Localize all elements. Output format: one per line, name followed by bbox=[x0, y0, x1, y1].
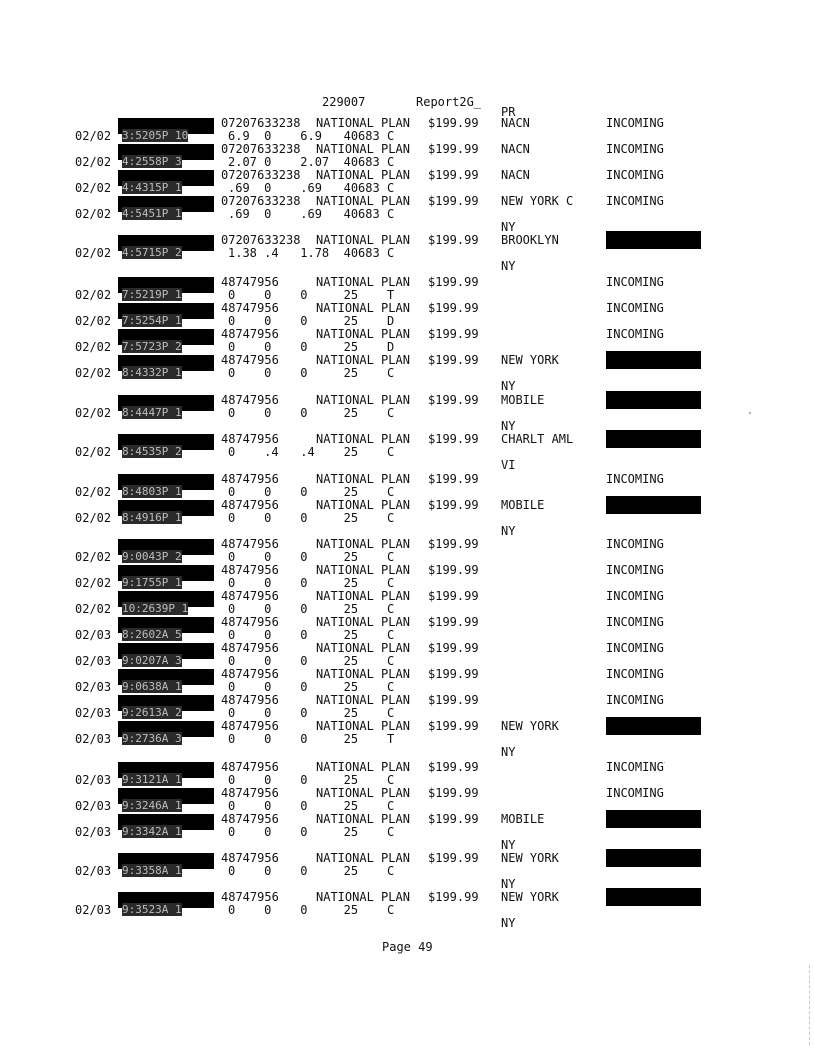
plan-name: NATIONAL PLAN bbox=[316, 812, 410, 826]
call-location: NEW YORK bbox=[501, 890, 559, 904]
usage-values: 0 0 0 25 C bbox=[228, 799, 395, 813]
plan-amount: $199.99 bbox=[428, 537, 479, 551]
call-direction: INCOMING bbox=[606, 615, 664, 629]
plan-amount: $199.99 bbox=[428, 851, 479, 865]
call-location: NACN bbox=[501, 168, 530, 182]
call-time: 8:4332P 1 bbox=[122, 366, 182, 379]
call-date: 02/02 bbox=[75, 155, 112, 169]
plan-amount: $199.99 bbox=[428, 812, 479, 826]
call-location: BROOKLYN bbox=[501, 233, 559, 247]
plan-name: NATIONAL PLAN bbox=[316, 890, 410, 904]
call-time: 4:2558P 3 bbox=[122, 155, 182, 168]
location-state: NY bbox=[501, 877, 516, 891]
call-date: 02/02 bbox=[75, 340, 112, 354]
account-number: 48747956 bbox=[221, 537, 279, 551]
call-date: 02/03 bbox=[75, 732, 112, 746]
call-direction: INCOMING bbox=[606, 589, 664, 603]
report-name: Report2G_ bbox=[416, 95, 482, 109]
account-number: 48747956 bbox=[221, 498, 279, 512]
usage-values: 0 0 0 25 C bbox=[228, 602, 395, 616]
plan-amount: $199.99 bbox=[428, 719, 479, 733]
call-time: 9:2613A 2 bbox=[122, 706, 182, 719]
redaction-bar bbox=[606, 231, 701, 249]
call-time: 7:5254P 1 bbox=[122, 314, 182, 327]
plan-name: NATIONAL PLAN bbox=[316, 168, 410, 182]
call-direction: INCOMING bbox=[606, 786, 664, 800]
plan-amount: $199.99 bbox=[428, 275, 479, 289]
call-time: 4:5451P 1 bbox=[122, 207, 182, 220]
call-date: 02/02 bbox=[75, 181, 112, 195]
plan-name: NATIONAL PLAN bbox=[316, 393, 410, 407]
call-time: 8:4803P 1 bbox=[122, 485, 182, 498]
call-date: 02/03 bbox=[75, 773, 112, 787]
plan-amount: $199.99 bbox=[428, 760, 479, 774]
call-time: 4:5715P 2 bbox=[122, 246, 182, 259]
usage-values: .69 0 .69 40683 C bbox=[228, 181, 395, 195]
account-number: 48747956 bbox=[221, 693, 279, 707]
call-time: 9:3523A 1 bbox=[122, 903, 182, 916]
call-time: 7:5219P 1 bbox=[122, 288, 182, 301]
usage-values: 0 0 0 25 T bbox=[228, 732, 395, 746]
call-time: 9:3121A 1 bbox=[122, 773, 182, 786]
call-direction: INCOMING bbox=[606, 760, 664, 774]
call-time: 4:4315P 1 bbox=[122, 181, 182, 194]
plan-name: NATIONAL PLAN bbox=[316, 275, 410, 289]
account-number: 48747956 bbox=[221, 812, 279, 826]
plan-amount: $199.99 bbox=[428, 233, 479, 247]
call-direction: INCOMING bbox=[606, 563, 664, 577]
redaction-bar bbox=[606, 391, 701, 409]
page-number: Page 49 bbox=[382, 940, 433, 954]
call-date: 02/03 bbox=[75, 864, 112, 878]
call-direction: INCOMING bbox=[606, 142, 664, 156]
call-date: 02/03 bbox=[75, 706, 112, 720]
plan-amount: $199.99 bbox=[428, 194, 479, 208]
account-number: 07207633238 bbox=[221, 194, 301, 208]
redaction-bar bbox=[606, 351, 701, 369]
call-time: 9:0043P 2 bbox=[122, 550, 182, 563]
call-date: 02/02 bbox=[75, 288, 112, 302]
redaction-bar bbox=[606, 717, 701, 735]
call-location: NACN bbox=[501, 116, 530, 130]
plan-name: NATIONAL PLAN bbox=[316, 760, 410, 774]
call-time: 10:2639P 1 bbox=[122, 602, 189, 615]
plan-amount: $199.99 bbox=[428, 667, 479, 681]
call-date: 02/02 bbox=[75, 406, 112, 420]
location-state: NY bbox=[501, 419, 516, 433]
call-time: 7:5723P 2 bbox=[122, 340, 182, 353]
plan-name: NATIONAL PLAN bbox=[316, 498, 410, 512]
redaction-bar bbox=[606, 496, 701, 514]
location-state: NY bbox=[501, 379, 516, 393]
usage-values: 0 0 0 25 C bbox=[228, 903, 395, 917]
plan-name: NATIONAL PLAN bbox=[316, 233, 410, 247]
plan-name: NATIONAL PLAN bbox=[316, 327, 410, 341]
plan-amount: $199.99 bbox=[428, 615, 479, 629]
plan-name: NATIONAL PLAN bbox=[316, 589, 410, 603]
plan-name: NATIONAL PLAN bbox=[316, 615, 410, 629]
location-state: VI bbox=[501, 458, 516, 472]
location-state: NY bbox=[501, 220, 516, 234]
account-number: 48747956 bbox=[221, 472, 279, 486]
account-number: 48747956 bbox=[221, 563, 279, 577]
call-direction: INCOMING bbox=[606, 116, 664, 130]
plan-name: NATIONAL PLAN bbox=[316, 786, 410, 800]
plan-name: NATIONAL PLAN bbox=[316, 432, 410, 446]
plan-amount: $199.99 bbox=[428, 472, 479, 486]
call-date: 02/03 bbox=[75, 903, 112, 917]
usage-values: 0 0 0 25 C bbox=[228, 628, 395, 642]
plan-amount: $199.99 bbox=[428, 116, 479, 130]
account-number: 48747956 bbox=[221, 393, 279, 407]
usage-values: 0 0 0 25 C bbox=[228, 550, 395, 564]
location-state: NY bbox=[501, 259, 516, 273]
account-number: 07207633238 bbox=[221, 142, 301, 156]
plan-name: NATIONAL PLAN bbox=[316, 719, 410, 733]
usage-values: 0 0 0 25 C bbox=[228, 576, 395, 590]
call-date: 02/03 bbox=[75, 799, 112, 813]
usage-values: 0 .4 .4 25 C bbox=[228, 445, 395, 459]
plan-amount: $199.99 bbox=[428, 393, 479, 407]
account-number: 48747956 bbox=[221, 353, 279, 367]
plan-amount: $199.99 bbox=[428, 693, 479, 707]
plan-amount: $199.99 bbox=[428, 786, 479, 800]
scan-speck bbox=[664, 762, 665, 763]
usage-values: 0 0 0 25 D bbox=[228, 340, 395, 354]
account-number: 48747956 bbox=[221, 589, 279, 603]
usage-values: 0 0 0 25 C bbox=[228, 706, 395, 720]
scan-speck bbox=[749, 412, 751, 414]
plan-name: NATIONAL PLAN bbox=[316, 641, 410, 655]
call-direction: INCOMING bbox=[606, 194, 664, 208]
usage-values: 0 0 0 25 C bbox=[228, 773, 395, 787]
call-location: NEW YORK bbox=[501, 851, 559, 865]
usage-values: 1.38 .4 1.78 40683 C bbox=[228, 246, 395, 260]
location-state: NY bbox=[501, 916, 516, 930]
call-date: 02/03 bbox=[75, 825, 112, 839]
call-date: 02/02 bbox=[75, 207, 112, 221]
usage-values: 0 0 0 25 C bbox=[228, 406, 395, 420]
plan-amount: $199.99 bbox=[428, 168, 479, 182]
call-location: MOBILE bbox=[501, 393, 545, 407]
plan-amount: $199.99 bbox=[428, 301, 479, 315]
plan-amount: $199.99 bbox=[428, 563, 479, 577]
call-direction: INCOMING bbox=[606, 693, 664, 707]
call-date: 02/03 bbox=[75, 628, 112, 642]
location-state: NY bbox=[501, 745, 516, 759]
location-state: NY bbox=[501, 838, 516, 852]
account-number: 07207633238 bbox=[221, 116, 301, 130]
plan-amount: $199.99 bbox=[428, 890, 479, 904]
account-number: 07207633238 bbox=[221, 168, 301, 182]
call-date: 02/02 bbox=[75, 366, 112, 380]
plan-name: NATIONAL PLAN bbox=[316, 693, 410, 707]
call-date: 02/02 bbox=[75, 314, 112, 328]
account-number: 48747956 bbox=[221, 890, 279, 904]
usage-values: 0 0 0 25 C bbox=[228, 485, 395, 499]
location-state: NY bbox=[501, 524, 516, 538]
account-number: 48747956 bbox=[221, 760, 279, 774]
plan-name: NATIONAL PLAN bbox=[316, 537, 410, 551]
plan-amount: $199.99 bbox=[428, 589, 479, 603]
call-location: NEW YORK C bbox=[501, 194, 574, 208]
call-location: NEW YORK bbox=[501, 719, 559, 733]
usage-values: 0 0 0 25 C bbox=[228, 366, 395, 380]
call-time: 9:2736A 3 bbox=[122, 732, 182, 745]
call-time: 8:4535P 2 bbox=[122, 445, 182, 458]
account-number: 48747956 bbox=[221, 275, 279, 289]
redaction-bar bbox=[606, 849, 701, 867]
usage-values: 0 0 0 25 T bbox=[228, 288, 395, 302]
plan-name: NATIONAL PLAN bbox=[316, 142, 410, 156]
account-number: 48747956 bbox=[221, 641, 279, 655]
call-direction: INCOMING bbox=[606, 472, 664, 486]
plan-name: NATIONAL PLAN bbox=[316, 301, 410, 315]
location-prefix: PR bbox=[501, 105, 516, 119]
call-date: 02/02 bbox=[75, 246, 112, 260]
plan-amount: $199.99 bbox=[428, 142, 479, 156]
call-time: 3:5205P 10 bbox=[122, 129, 189, 142]
usage-values: 2.07 0 2.07 40683 C bbox=[228, 155, 395, 169]
usage-values: 6.9 0 6.9 40683 C bbox=[228, 129, 395, 143]
plan-amount: $199.99 bbox=[428, 432, 479, 446]
call-date: 02/03 bbox=[75, 654, 112, 668]
account-number: 48747956 bbox=[221, 327, 279, 341]
account-number: 48747956 bbox=[221, 432, 279, 446]
call-time: 8:4447P 1 bbox=[122, 406, 182, 419]
plan-name: NATIONAL PLAN bbox=[316, 116, 410, 130]
plan-amount: $199.99 bbox=[428, 327, 479, 341]
call-time: 9:3358A 1 bbox=[122, 864, 182, 877]
plan-name: NATIONAL PLAN bbox=[316, 353, 410, 367]
account-number: 48747956 bbox=[221, 786, 279, 800]
call-direction: INCOMING bbox=[606, 667, 664, 681]
usage-values: 0 0 0 25 D bbox=[228, 314, 395, 328]
usage-values: 0 0 0 25 C bbox=[228, 511, 395, 525]
call-time: 8:4916P 1 bbox=[122, 511, 182, 524]
call-date: 02/02 bbox=[75, 576, 112, 590]
redaction-bar bbox=[606, 888, 701, 906]
call-date: 02/02 bbox=[75, 602, 112, 616]
usage-values: 0 0 0 25 C bbox=[228, 654, 395, 668]
account-number: 48747956 bbox=[221, 615, 279, 629]
call-date: 02/02 bbox=[75, 550, 112, 564]
call-time: 9:1755P 1 bbox=[122, 576, 182, 589]
plan-name: NATIONAL PLAN bbox=[316, 851, 410, 865]
call-time: 9:0207A 3 bbox=[122, 654, 182, 667]
plan-name: NATIONAL PLAN bbox=[316, 472, 410, 486]
call-date: 02/02 bbox=[75, 445, 112, 459]
call-date: 02/02 bbox=[75, 129, 112, 143]
redaction-bar bbox=[606, 430, 701, 448]
redaction-bar bbox=[606, 810, 701, 828]
plan-amount: $199.99 bbox=[428, 353, 479, 367]
call-date: 02/02 bbox=[75, 511, 112, 525]
call-location: CHARLT AML bbox=[501, 432, 574, 446]
call-direction: INCOMING bbox=[606, 168, 664, 182]
account-number: 48747956 bbox=[221, 851, 279, 865]
plan-name: NATIONAL PLAN bbox=[316, 667, 410, 681]
call-date: 02/02 bbox=[75, 485, 112, 499]
account-number: 48747956 bbox=[221, 301, 279, 315]
call-time: 9:3246A 1 bbox=[122, 799, 182, 812]
plan-amount: $199.99 bbox=[428, 498, 479, 512]
plan-amount: $199.99 bbox=[428, 641, 479, 655]
call-time: 8:2602A 5 bbox=[122, 628, 182, 641]
call-location: MOBILE bbox=[501, 812, 545, 826]
usage-values: 0 0 0 25 C bbox=[228, 864, 395, 878]
call-location: NEW YORK bbox=[501, 353, 559, 367]
usage-values: .69 0 .69 40683 C bbox=[228, 207, 395, 221]
call-time: 9:3342A 1 bbox=[122, 825, 182, 838]
usage-values: 0 0 0 25 C bbox=[228, 680, 395, 694]
account-number: 48747956 bbox=[221, 719, 279, 733]
plan-name: NATIONAL PLAN bbox=[316, 563, 410, 577]
report-id: 229007 bbox=[322, 95, 366, 109]
account-number: 48747956 bbox=[221, 667, 279, 681]
call-direction: INCOMING bbox=[606, 301, 664, 315]
usage-values: 0 0 0 25 C bbox=[228, 825, 395, 839]
call-direction: INCOMING bbox=[606, 537, 664, 551]
call-location: NACN bbox=[501, 142, 530, 156]
call-location: MOBILE bbox=[501, 498, 545, 512]
account-number: 07207633238 bbox=[221, 233, 301, 247]
call-date: 02/03 bbox=[75, 680, 112, 694]
call-time: 9:0638A 1 bbox=[122, 680, 182, 693]
scan-edge-mark bbox=[809, 965, 811, 1045]
plan-name: NATIONAL PLAN bbox=[316, 194, 410, 208]
call-direction: INCOMING bbox=[606, 275, 664, 289]
call-direction: INCOMING bbox=[606, 327, 664, 341]
call-direction: INCOMING bbox=[606, 641, 664, 655]
